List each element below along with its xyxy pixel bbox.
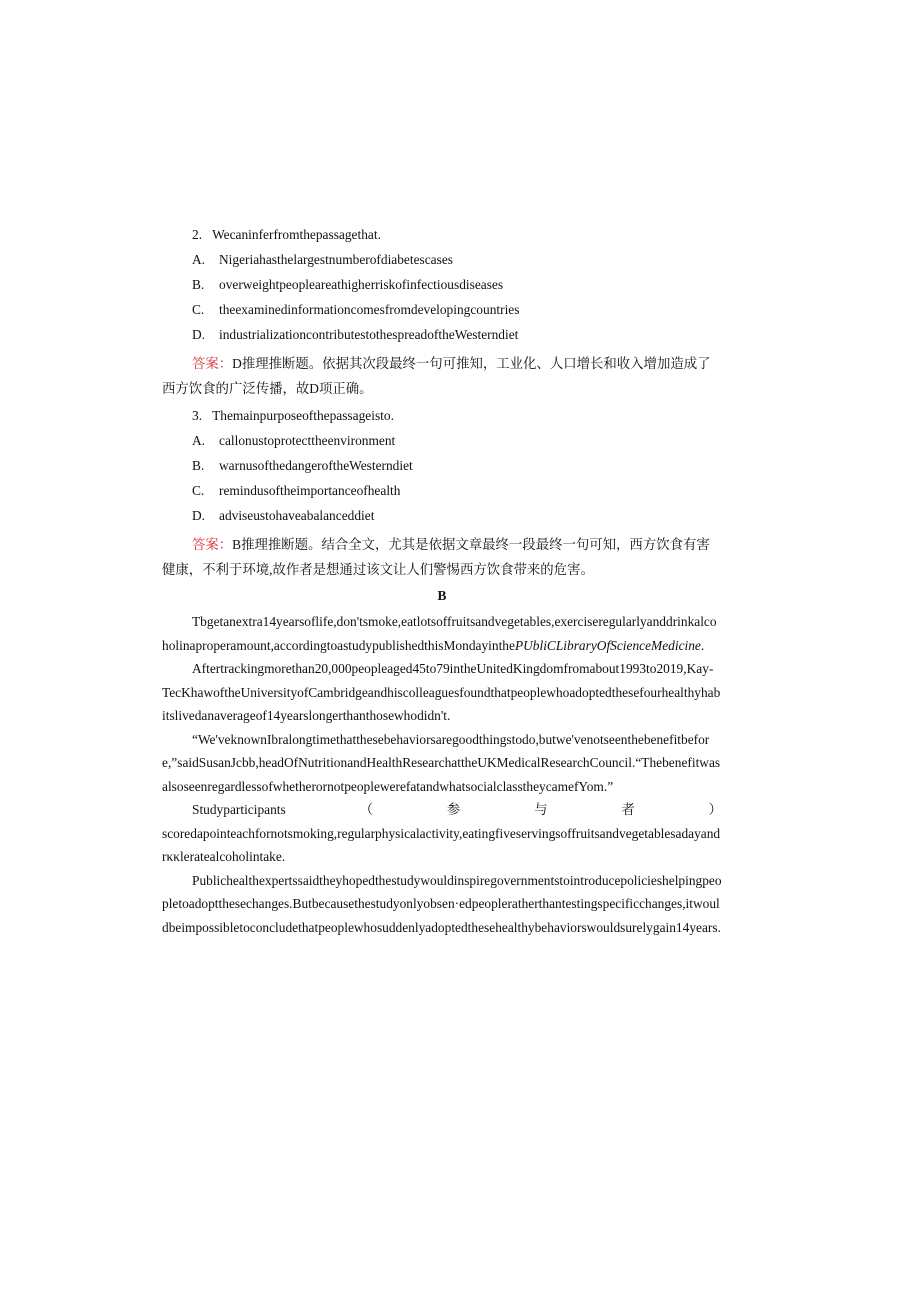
- option-text: adviseustohaveabalanceddiet: [219, 508, 375, 523]
- question-3-option-b: [162, 453, 722, 478]
- paragraph-end: .: [700, 637, 705, 653]
- paragraph-token: 者: [621, 802, 635, 817]
- question-2-answer: [162, 351, 722, 401]
- option-text: callonustoprotecttheenvironment: [219, 433, 396, 448]
- document-page: [162, 222, 722, 939]
- passage-paragraph-1: [162, 610, 722, 657]
- option-letter: D.: [192, 327, 206, 342]
- option-text: overweightpeopleareathigherriskofinfectiousdiseases: [219, 277, 504, 292]
- option-letter: A.: [192, 433, 206, 448]
- question-2-stem: 2. Wecaninferfromthepassagethat.: [192, 227, 381, 242]
- option-text: remindusoftheimportanceofhealth: [219, 483, 401, 498]
- paragraph-token: ）: [708, 802, 722, 817]
- paragraph-token: 参: [446, 802, 461, 817]
- question-3-option-a: [162, 428, 722, 453]
- option-letter: C.: [192, 302, 205, 317]
- option-text: industrializationcontributestothespreadoftheWesterndiet: [219, 327, 519, 342]
- paragraph-token: Studyparticipants: [192, 802, 286, 817]
- answer-explanation: D推理推断题。依据其次段最终一句可推知，工业化、人口增长和收入增加造成了西方饮食的广泛传播，故D项正确。: [162, 356, 711, 396]
- question-3-option-d: [162, 503, 722, 528]
- option-text: theexaminedinformationcomesfromdevelopingcountries: [219, 302, 520, 317]
- passage-paragraph-2: Aftertrackingmorethan20,000peopleaged45to79intheUnitedKingdomfromabout1993to2019,Kay-: [192, 661, 714, 676]
- option-letter: B.: [192, 277, 205, 292]
- passage-paragraph-5: Publichealthexpertssaidtheyhopedthestudywouldinspiregovernmentstointroducepolicieshelpingpeopletoadoptthesechanges.Butbecausethestudyonlyobsen·edpeopleratherthantestingspecificchanges,itwouldbeimpossibletoconcludethatpeoplewhosuddenlyadoptedthesehealthybehaviorswouldsurelygain14years.: [162, 872, 722, 935]
- question-3-stem: 3. Themainpurposeofthepassageisto.: [192, 408, 394, 423]
- question-3-answer: [162, 532, 722, 582]
- paragraph-text: Tbgetanextra14yearsoflife,don'tsmoke,eatlotsoffruitsandvegetables,exerciseregularlyanddrinkalcoholinaproperamount,accordingtoastudypublishedthisMondayinthe: [162, 614, 717, 653]
- paragraph-token: （: [359, 802, 373, 817]
- passage-paragraph-2-continued: TecKhawoftheUniversityofCambridgeandhiscolleaguesfoundthatpeoplewhoadoptedthesefourhealthyhabitslivedanaverageof14yearslongerthanthosewhodidn't.: [162, 684, 721, 723]
- option-text: warnusofthedangeroftheWesterndiet: [219, 458, 413, 473]
- question-3-option-c: [162, 478, 722, 503]
- question-2-option-b: [162, 272, 722, 297]
- passage-paragraph-4-first-line: [162, 798, 722, 822]
- option-letter: C.: [192, 483, 205, 498]
- question-2-option-c: [162, 297, 722, 322]
- option-letter: D.: [192, 508, 206, 523]
- question-2-option-d: [162, 322, 722, 347]
- answer-label: 答案：: [192, 537, 233, 552]
- paragraph-token: 与: [534, 802, 548, 817]
- option-letter: A.: [192, 252, 206, 267]
- passage-paragraph-3: “We'veknownIbralongtimethatthesebehaviorsaregoodthingstodo,butwe'venotseenthebenefitbefore,”saidSusanJcbb,headOfNutritionandHealthResearchattheUKMedicalResearchCouncil.“ThebenefitwasalsoseenregardlessofwhetherornotpeoplewerefatandwhatsocialclasstheycamefYom.”: [162, 731, 721, 794]
- section-heading: B: [437, 588, 447, 603]
- answer-label: 答案：: [192, 356, 233, 371]
- answer-explanation: B推理推断题。结合全文，尤其是依据文章最终一段最终一句可知，西方饮食有害健康，不利于环境,故作者是想通过该文让人们警惕西方饮食带来的危害。: [162, 537, 710, 577]
- option-text: Nigeriahasthelargestnumberofdiabetescases: [219, 252, 453, 267]
- journal-title: PUbliCLibraryOfScienceMedicine: [514, 637, 701, 653]
- question-2-option-a: [162, 247, 722, 272]
- option-letter: B.: [192, 458, 205, 473]
- passage-paragraph-4: scoredapointeachfornotsmoking,regularphysicalactivity,eatingfiveservingsoffruitsandvegetablesadayandrκκleratealcoholintake.: [162, 825, 721, 864]
